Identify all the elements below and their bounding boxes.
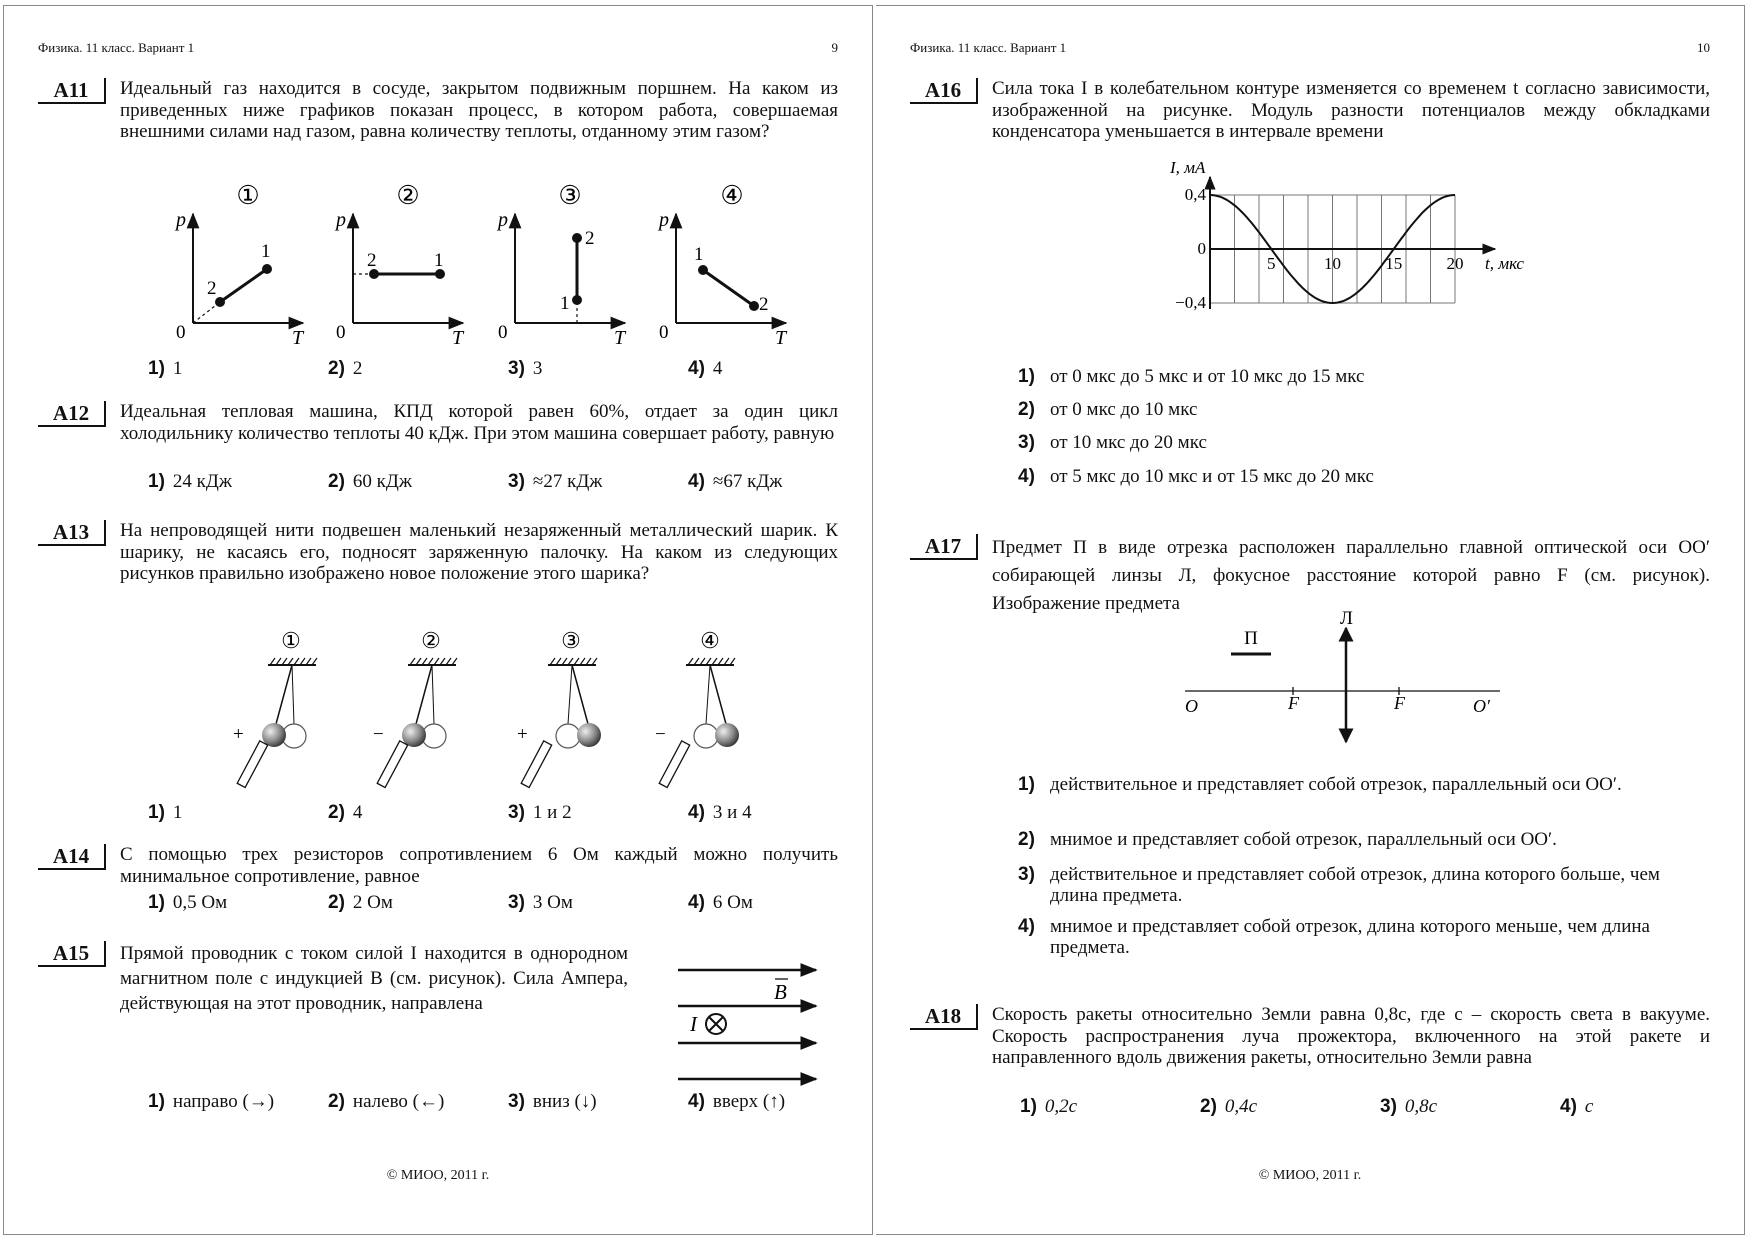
pendulum-figure-2 <box>373 628 457 788</box>
axis-p-label: p <box>498 209 508 231</box>
answer-option: 1) направо (→) <box>148 1091 275 1112</box>
charge-sign: − <box>655 724 666 745</box>
answer-option: 4) от 5 мкс до 10 мкс и от 15 мкс до 20 мкс <box>1018 466 1374 487</box>
question-text: Предмет П в виде отрезка расположен параллельно главной оптической оси OO′ собирающей линзы Л, фокусное расстояние которой равно F (см. рисунок). Изображение предмета <box>992 537 1710 614</box>
question-text: Идеальный газ находится в сосуде, закрытом подвижным поршнем. На каком из приведенных ниже графиков показан процесс, в котором работа, совершаемая внешними силами над газом, равна количеству теплоты, отданному этим газом? <box>120 78 838 142</box>
pt-graph-4 <box>657 181 788 349</box>
answer-option: 2) 60 кДж <box>328 471 412 492</box>
x-axis-label: t, мкс <box>1485 254 1524 273</box>
answer-option: 1) действительное и представляет собой отрезок, параллельный оси OO′. <box>1018 774 1622 795</box>
answer-option: 4) c <box>1560 1096 1594 1117</box>
current-time-chart <box>1150 158 1530 333</box>
right-header-title: Физика. 11 класс. Вариант 1 <box>910 40 1067 55</box>
pt-graph-3 <box>496 181 627 349</box>
question-a17 <box>910 534 1710 964</box>
point-1-label: 1 <box>434 250 444 271</box>
answer-option: 1) 24 кДж <box>148 471 232 492</box>
answer-option: 3) 3 Ом <box>508 892 573 913</box>
x-tick-label: 10 <box>1324 254 1341 273</box>
answer-option: 4) ≈67 кДж <box>688 471 783 492</box>
left-header-title: Физика. 11 класс. Вариант 1 <box>38 40 195 55</box>
o-prime-label: O′ <box>1473 696 1490 716</box>
answer-option: 4) 4 <box>688 358 723 379</box>
right-page-number: 10 <box>1697 40 1710 55</box>
answer-option: 3) 1 и 2 <box>508 802 572 823</box>
axis-t-label: T <box>775 327 787 349</box>
right-page <box>876 5 1745 1235</box>
point-2-label: 2 <box>207 278 217 299</box>
y-tick-label: 0,4 <box>1184 185 1206 204</box>
question-label: А14 <box>38 844 106 870</box>
object-label: П <box>1244 628 1258 649</box>
answer-option: 2) 4 <box>328 802 363 823</box>
point-1-label: 1 <box>560 293 570 314</box>
question-a12 <box>38 401 838 491</box>
a13-figures <box>38 628 838 798</box>
field-b-label: B <box>774 980 787 1004</box>
question-text: На непроводящей нити подвешен маленький незаряженный металлический шарик. К шарику, не касаясь его, подносят заряженную палочку. На каком из следующих рисунков правильно изображено новое положение этого шарика? <box>120 520 838 584</box>
answer-option: 2) мнимое и представляет собой отрезок, параллельный оси OO′. <box>1018 829 1557 850</box>
answer-option: 4) вверх (↑) <box>688 1091 786 1112</box>
y-axis-label: I, мА <box>1170 158 1206 177</box>
right-footer: © МИОО, 2011 г. <box>1258 1168 1362 1183</box>
answer-option: 4) мнимое и представляет собой отрезок, длина которого меньше, чем длина предмета. <box>1018 916 1650 958</box>
graph-number: ② <box>396 181 420 210</box>
graph-number: ③ <box>558 181 582 210</box>
point-1-label: 1 <box>261 241 271 262</box>
graph-number: ① <box>236 181 260 210</box>
origin-label: 0 <box>498 322 508 343</box>
answer-option: 1) 0,5 Ом <box>148 892 228 913</box>
point-2-label: 2 <box>585 228 595 249</box>
focus-right-label: F <box>1394 693 1405 713</box>
pt-graph-1 <box>174 181 305 349</box>
question-a18 <box>910 1004 1710 1124</box>
question-label: А13 <box>38 520 106 546</box>
answer-option: 2) 2 <box>328 358 363 379</box>
axis-t-label: T <box>452 327 464 349</box>
lens-label: Л <box>1340 608 1353 629</box>
answer-option: 2) налево (←) <box>328 1091 445 1112</box>
axis-t-label: T <box>614 327 626 349</box>
question-a11 <box>38 78 838 379</box>
origin-label: 0 <box>336 322 346 343</box>
question-text: Прямой проводник с током силой I находится в однородном магнитном поле с индукцией B (см. рисунок). Сила Ампера, действующая на этот проводник, направлена <box>120 943 628 1014</box>
answer-option: 1) 1 <box>148 802 183 823</box>
left-page-number: 9 <box>831 40 838 55</box>
figure-number: ① <box>281 628 301 653</box>
question-label: А16 <box>910 78 978 104</box>
question-label: А11 <box>38 78 106 104</box>
axis-p-label: p <box>659 209 669 231</box>
answer-option: 3) 0,8c <box>1380 1096 1438 1117</box>
question-text: С помощью трех резисторов сопротивлением 6 Ом каждый можно получить минимальное сопротивление, равное <box>120 844 838 887</box>
question-a13 <box>38 520 838 823</box>
figure-number: ④ <box>700 628 720 653</box>
x-tick-label: 20 <box>1446 254 1464 273</box>
focus-left-label: F <box>1288 693 1299 713</box>
question-text: Идеальная тепловая машина, КПД которой равен 60%, отдает за один цикл холодильнику количество теплоты 40 кДж. При этом машина совершает работу, равную <box>120 401 838 444</box>
chart-axes <box>1210 177 1495 309</box>
origin-label: 0 <box>659 322 669 343</box>
x-tick-label: 15 <box>1385 254 1403 273</box>
pt-graph-2 <box>334 181 465 349</box>
pendulum-figure-4 <box>655 628 739 788</box>
question-label: А18 <box>910 1004 978 1030</box>
figure-number: ② <box>421 628 441 653</box>
answer-option: 2) 2 Ом <box>328 892 393 913</box>
point-2-label: 2 <box>367 250 377 271</box>
current-i-label: I <box>690 1012 697 1036</box>
answer-option: 2) от 0 мкс до 10 мкс <box>1018 399 1198 420</box>
question-a16 <box>910 78 1710 498</box>
y-tick-label: −0,4 <box>1175 293 1206 312</box>
answer-option: 4) 6 Ом <box>688 892 753 913</box>
question-label: А17 <box>910 534 978 560</box>
left-page <box>3 5 873 1235</box>
point-1-label: 1 <box>694 244 704 265</box>
answer-option: 1) 0,2c <box>1020 1096 1078 1117</box>
origin-label: 0 <box>176 322 186 343</box>
question-a14 <box>38 844 838 914</box>
x-tick-label: 5 <box>1267 254 1276 273</box>
a11-graphs <box>38 181 838 366</box>
figure-number: ③ <box>561 628 581 653</box>
answer-option: 3) 3 <box>508 358 543 379</box>
charge-sign: + <box>517 724 528 745</box>
answer-option: 1) 1 <box>148 358 183 379</box>
question-a15 <box>38 941 838 1131</box>
pendulum-figure-3 <box>517 628 601 788</box>
a17-lens-figure <box>1185 608 1505 754</box>
left-footer: © МИОО, 2011 г. <box>386 1168 490 1183</box>
charge-sign: − <box>373 724 384 745</box>
a15-magnetic-field-figure <box>678 961 838 1101</box>
o-label: O <box>1185 696 1198 716</box>
axis-p-label: p <box>336 209 346 231</box>
pendulum-figure-1 <box>233 628 317 788</box>
question-label: А12 <box>38 401 106 427</box>
graph-number: ④ <box>720 181 744 210</box>
question-text: Сила тока I в колебательном контуре изменяется со временем t согласно зависимости, изображенной на рисунке. Модуль разности потенциалов между обкладками конденсатора уменьшается в интервале времени <box>992 78 1710 142</box>
answer-option: 3) вниз (↓) <box>508 1091 597 1112</box>
answer-option: 1) от 0 мкс до 5 мкс и от 10 мкс до 15 мкс <box>1018 366 1365 387</box>
charge-sign: + <box>233 724 244 745</box>
axis-t-label: T <box>292 327 304 349</box>
answer-option: 4) 3 и 4 <box>688 802 752 823</box>
answer-option: 2) 0,4c <box>1200 1096 1258 1117</box>
question-text: Скорость ракеты относительно Земли равна 0,8c, где c – скорость света в вакууме. Скорость распространения луча прожектора, включенного на этой ракете и направленного вдоль движения ракеты, относительно Земли равна <box>992 1004 1710 1068</box>
answer-option: 3) ≈27 кДж <box>508 471 603 492</box>
point-2-label: 2 <box>759 294 769 315</box>
y-tick-label: 0 <box>1197 239 1206 258</box>
answer-option: 3) действительное и представляет собой отрезок, длина которого больше, чем длина предмета. <box>1018 864 1660 906</box>
question-label: А15 <box>38 941 106 967</box>
axis-p-label: p <box>176 209 186 231</box>
answer-option: 3) от 10 мкс до 20 мкс <box>1018 432 1207 453</box>
